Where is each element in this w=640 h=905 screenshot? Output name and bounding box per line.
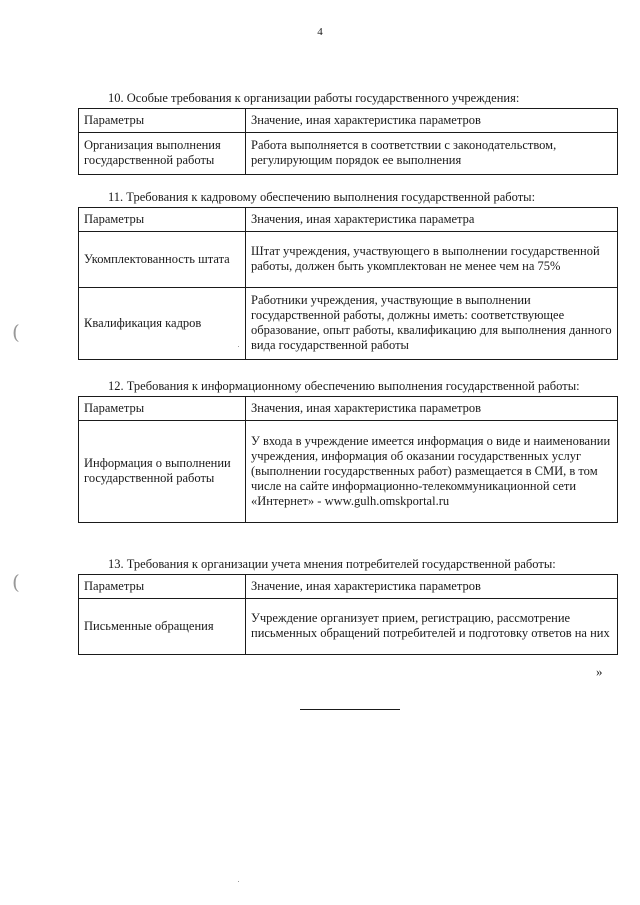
closing-quote: » <box>596 664 603 679</box>
value-cell: Штат учреждения, участвующего в выполнении государственной работы, должен быть укомплектован не менее чем на 75% <box>246 232 618 288</box>
header-cell-parameters: Параметры <box>79 397 246 421</box>
section-12 <box>78 379 618 523</box>
footer-divider <box>300 709 400 710</box>
section-title: 13. Требования к организации учета мнения потребителей государственной работы: <box>108 557 556 571</box>
page-number: 4 <box>317 26 323 38</box>
parameter-cell: Укомплектованность штата <box>79 232 246 288</box>
section-title: 11. Требования к кадровому обеспечению выполнения государственной работы: <box>108 190 536 204</box>
header-cell-value: Значения, иная характеристика параметра <box>246 208 618 232</box>
table-row <box>79 232 618 288</box>
table-row <box>79 133 618 175</box>
scan-speck <box>238 346 239 347</box>
table-row <box>79 599 618 655</box>
parameter-cell: Информация о выполнении государственной работы <box>79 421 246 523</box>
table-header-row <box>79 208 618 232</box>
value-cell: Работники учреждения, участвующие в выполнении государственной работы, должны иметь: соответствующее образование, опыт работы, квалификацию для выполнения данного вида государственной работы <box>246 288 618 360</box>
header-cell-parameters: Параметры <box>79 208 246 232</box>
parameter-cell: Письменные обращения <box>79 599 246 655</box>
header-cell-value: Значения, иная характеристика параметров <box>246 397 618 421</box>
table-header-row <box>79 109 618 133</box>
header-cell-parameters: Параметры <box>79 575 246 599</box>
section-11 <box>78 190 618 360</box>
section-10 <box>78 91 618 175</box>
table-header-row <box>79 397 618 421</box>
parameter-cell: Организация выполнения государственной работы <box>79 133 246 175</box>
value-cell: У входа в учреждение имеется информация о виде и наименовании учреждения, информация об оказании государственных услуг (выполнении государственных работ) размещается в СМИ, в том числе на сайте информационно-телекоммуникационной сети «Интернет» - www.gulh.omskportal.ru <box>246 421 618 523</box>
binding-hole-mark-icon: ( <box>12 570 20 594</box>
requirements-table <box>78 396 618 523</box>
binding-hole-mark-icon: ( <box>12 320 20 344</box>
section-title: 10. Особые требования к организации работы государственного учреждения: <box>108 91 520 105</box>
requirements-table <box>78 574 618 655</box>
value-cell: Работа выполняется в соответствии с законодательством, регулирующим порядок ее выполнения <box>246 133 618 175</box>
header-cell-value: Значение, иная характеристика параметров <box>246 575 618 599</box>
section-title: 12. Требования к информационному обеспечению выполнения государственной работы: <box>108 379 580 393</box>
value-cell: Учреждение организует прием, регистрацию, рассмотрение письменных обращений потребителей и подготовку ответов на них <box>246 599 618 655</box>
header-cell-value: Значение, иная характеристика параметров <box>246 109 618 133</box>
section-13 <box>78 557 618 655</box>
table-header-row <box>79 575 618 599</box>
parameter-cell: Квалификация кадров <box>79 288 246 360</box>
requirements-table <box>78 207 618 360</box>
table-row <box>79 421 618 523</box>
requirements-table <box>78 108 618 175</box>
table-row <box>79 288 618 360</box>
header-cell-parameters: Параметры <box>79 109 246 133</box>
scan-speck <box>238 881 239 882</box>
